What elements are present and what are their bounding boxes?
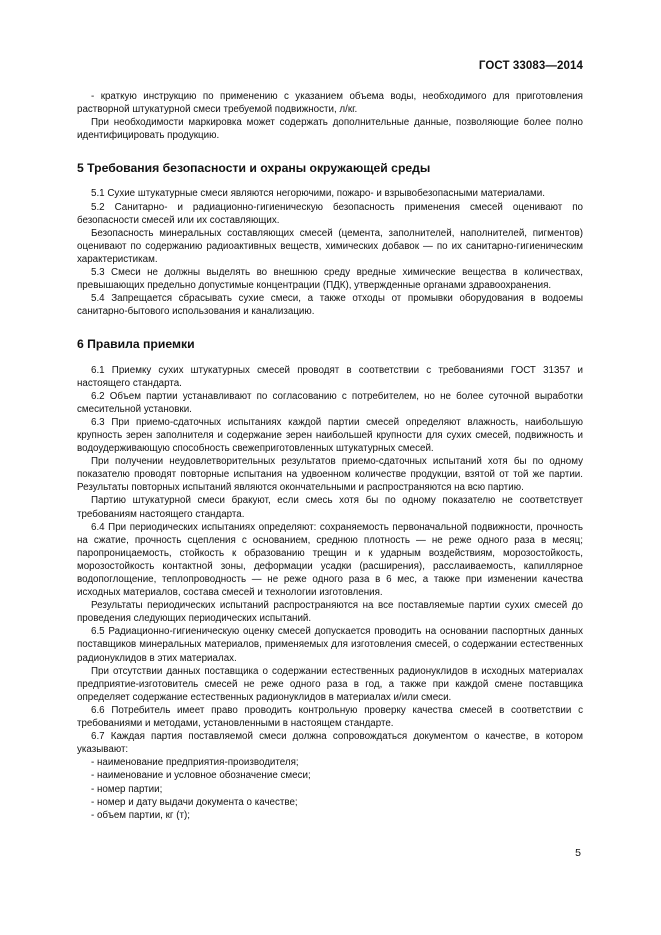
paragraph: Партию штукатурной смеси бракуют, если смесь хотя бы по одному показателю не соответствует требованиям настоящего стандарта. (77, 495, 583, 520)
page-number: 5 (575, 847, 581, 859)
section-5-title: 5 Требования безопасности и охраны окружающей среды (77, 161, 431, 176)
list-item: - номер партии; (91, 783, 163, 795)
paragraph: 6.3 При приемо-сдаточных испытаниях каждой партии смесей определяют влажность, наибольшую крупность зерен заполнителя и содержание зерен наибольшей крупности для сухих смесей, подвижность и водоудерживающую способность свежеприготовленных штукатурных смесей. (77, 416, 583, 455)
paragraph: 5.3 Смеси не должны выделять во внешнюю среду вредные химические вещества в количествах, превышающих предельно допустимые концентрации (ПДК), утвержденные органами здравоохранения. (77, 267, 583, 292)
paragraph: 6.7 Каждая партия поставляемой смеси должна сопровождаться документом о качестве, в котором указывают: (77, 731, 583, 756)
paragraph: - краткую инструкцию по применению с указанием объема воды, необходимого для приготовления растворной штукатурной смеси требуемой подвижности, л/кг. (77, 91, 583, 116)
paragraph: 6.6 Потребитель имеет право проводить контрольную проверку качества смесей в соответствии с требованиями и методами, установленными в настоящем стандарте. (77, 704, 583, 730)
page-body (77, 90, 583, 822)
paragraph: Результаты периодических испытаний распространяются на все поставляемые партии сухих смесей до проведения следующих периодических испытаний. (77, 600, 583, 625)
paragraph: 5.1 Сухие штукатурные смеси являются негорючими, пожаро- и взрывобезопасными материалами. (91, 188, 545, 200)
paragraph: 6.4 При периодических испытаниях определяют: сохраняемость первоначальной подвижности, прочность на сжатие, прочность сцепления с основанием, среднюю плотность — не реже одного раза в месяц; паропроницаемость, стойкость к образованию трещин и к ударным воздействиям, морозостойкость, морозостойкость контактной зоны, деформации усадки (расширения), расслаиваемость, капиллярное водопоглощение, теплопроводность — не реже одного раза в 6 мес, а также при изменении качества исходных материалов, состава смесей и технологии изготовления. (77, 521, 583, 599)
list-item: - объем партии, кг (т); (91, 809, 190, 821)
list-item: - номер и дату выдачи документа о качестве; (91, 796, 298, 808)
paragraph: Безопасность минеральных составляющих смесей (цемента, заполнителей, наполнителей, пигментов) оценивают по содержанию радиоактивных веществ, химических добавок — по их санитарно-гигиеническим характеристикам. (77, 227, 583, 265)
paragraph: 5.4 Запрещается сбрасывать сухие смеси, а также отходы от промывки оборудования в водоемы санитарно-бытового использования и канализацию. (77, 293, 583, 318)
section-6-title: 6 Правила приемки (77, 337, 195, 352)
list-item: - наименование предприятия-производителя; (91, 757, 299, 769)
list-item: - наименование и условное обозначение смеси; (91, 770, 311, 782)
paragraph: 6.1 Приемку сухих штукатурных смесей проводят в соответствии с требованиями ГОСТ 31357 и настоящего стандарта. (77, 364, 583, 389)
paragraph: 6.5 Радиационно-гигиеническую оценку смесей допускается проводить на основании паспортных данных поставщиков минеральных материалов, применяемых для изготовления смесей, о содержании естественных радионуклидов в этих материалах. (77, 626, 583, 664)
paragraph: При получении неудовлетворительных результатов приемо-сдаточных испытаний хотя бы по одному показателю проводят повторные испытания на удвоенном количестве продукции, взятой от той же партии. Результаты повторных испытаний являются окончательными и распространяются на всю партию. (77, 456, 583, 494)
paragraph: 6.2 Объем партии устанавливают по согласованию с потребителем, но не более суточной выработки смесительной установки. (77, 390, 583, 415)
paragraph: При отсутствии данных поставщика о содержании естественных радионуклидов в исходных материалах предприятие-изготовитель смесей не реже одного раза в год, а также при каждой смене поставщика определяет содержание естественных радионуклидов в материалах и/или смеси. (77, 665, 583, 703)
doc-code: ГОСТ 33083—2014 (478, 60, 583, 72)
paragraph: При необходимости маркировка может содержать дополнительные данные, позволяющие более полно идентифицировать продукцию. (77, 117, 583, 142)
paragraph: 5.2 Санитарно- и радиационно-гигиеническую безопасность применения смесей оценивают по безопасности смесей или их составляющих. (77, 201, 583, 226)
